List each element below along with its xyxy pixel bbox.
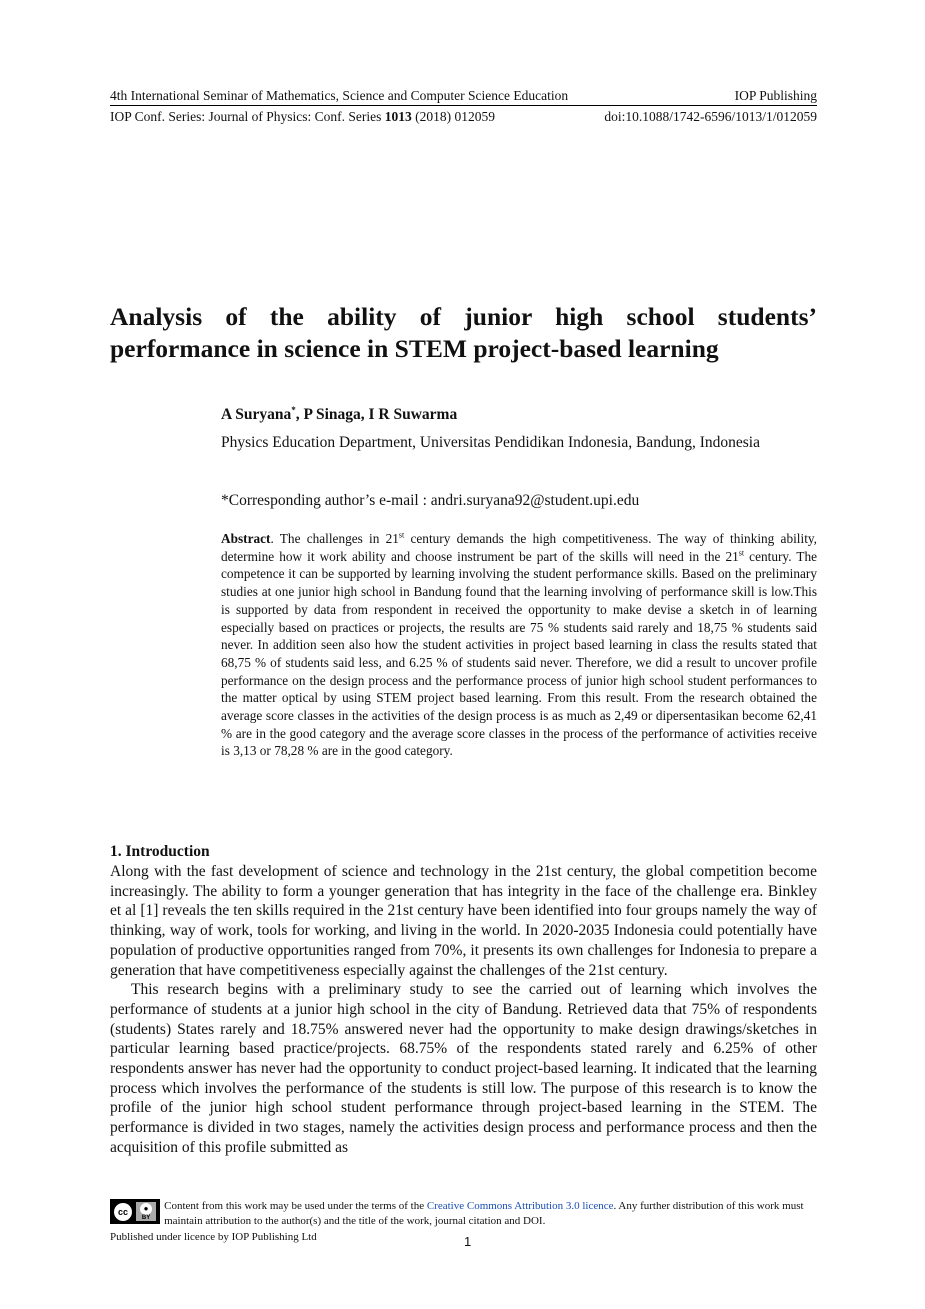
paragraph: Along with the fast development of science and technology in the 21st century, the global competition become increasingly. The ability to form a younger generation that has integrity in the face of the challenge era. Binkley et al [1] reveals the ten skills required in the 21st century have been identified into four groups namely the way of thinking, way of work, tools for working, and living in the world. In 2020-2035 Indonesia could potentially have population of productive opportunities ranged from 70%, it presents its own challenges for Indonesia to prepare a generation that have competitiveness especially against the challenges of the 21st century. bbox=[110, 863, 817, 979]
conference-name: 4th International Seminar of Mathematics, Science and Computer Science Education bbox=[110, 88, 569, 103]
paper-title bbox=[110, 301, 817, 365]
license-footer bbox=[110, 1199, 817, 1229]
running-header bbox=[110, 88, 817, 106]
section-heading-introduction: 1. Introduction bbox=[110, 843, 210, 860]
title-line-2: performance in science in STEM project-based learning bbox=[110, 334, 719, 363]
corresponding-email: *Corresponding author’s e-mail : andri.suryana92@student.upi.edu bbox=[221, 492, 640, 509]
abstract-label: Abstract bbox=[221, 531, 271, 546]
publisher-name: IOP Publishing bbox=[734, 88, 817, 103]
by-badge bbox=[136, 1202, 156, 1221]
cc-icon: cc bbox=[114, 1203, 132, 1221]
cc-by-license-icon bbox=[110, 1199, 160, 1224]
person-icon: ● bbox=[140, 1203, 152, 1215]
volume-number: 1013 bbox=[384, 109, 412, 124]
doi: doi:10.1088/1742-6596/1013/1/012059 bbox=[604, 109, 817, 124]
affiliation: Physics Education Department, Universitas Pendidikan Indonesia, Bandung, Indonesia bbox=[221, 434, 760, 451]
paragraph: This research begins with a preliminary study to see the carried out of learning which involves the performance of students at a junior high school in the city of Bandung. Retrieved data that 75% of respondents (students) States rarely and 18.75% answered never had the opportunity to make design drawings/sketches in particular learning based practice/projects. 68.75% of the respondents stated rarely and 6.25% of other respondents answer has never had the opportunity to conduct project-based learning. It indicated that the learning process which involves the performance of the students is still low. The purpose of this research is to know the profile of the junior high school student performance through project-based learning in the STEM. The performance is divided in two stages, namely the activities design process and performance process and then the acquisition of this profile submitted as bbox=[110, 981, 817, 1156]
license-link[interactable]: Creative Commons Attribution 3.0 licence bbox=[426, 1200, 614, 1212]
author-list: A Suryana*, P Sinaga, I R Suwarma bbox=[221, 405, 458, 424]
license-text: Content from this work may be used under the terms of the Creative Commons Attribution 3.0 licence. Any further distribution of this work must maintain attribution to the author(s) and the title of the work, journal citation and DOI. bbox=[164, 1200, 804, 1227]
abstract: Abstract. The challenges in 21st century demands the high competitiveness. The way of thinking ability, determine how it work ability and choose instrument be part of the skills will need in the 21st century. The competence it can be supported by learning involving the student performance skills. Based on the preliminary studies at one junior high school in Bandung found that the learning involving of performance skill is low.This is supported by data from respondent in received the opportunity to make devise a sketch in of learning especially based on practices or projects, the results are 75 % students said rarely and 18,75 % students said never. In addition seen also how the student activities in project based learning in class the results stated that 68,75 % of students said less, and 6.25 % of students said never. Therefore, we did a result to uncover profile performance on the design process and the performance process of junior high school student performances to the matter optical by using STEM project based learning. From this result. From the research obtained the average score classes in the activities of the design process is as much as 2,49 or dipersentasikan become 62,41 % are in the good category and the average score classes in the process of the performance of activities receive is 3,13 or 78,28 % are in the good category. bbox=[221, 530, 817, 759]
series-line bbox=[110, 109, 817, 125]
title-line-1: Analysis of the ability of junior high school students’ bbox=[110, 302, 817, 331]
corresponding-mark: * bbox=[291, 405, 296, 415]
introduction-body bbox=[110, 862, 817, 1158]
published-note: Published under licence by IOP Publishing Ltd bbox=[110, 1231, 317, 1243]
by-label: BY bbox=[141, 1214, 151, 1221]
page-number: 1 bbox=[464, 1234, 472, 1249]
series-info: IOP Conf. Series: Journal of Physics: Conf. Series 1013 (2018) 012059 bbox=[110, 109, 495, 124]
